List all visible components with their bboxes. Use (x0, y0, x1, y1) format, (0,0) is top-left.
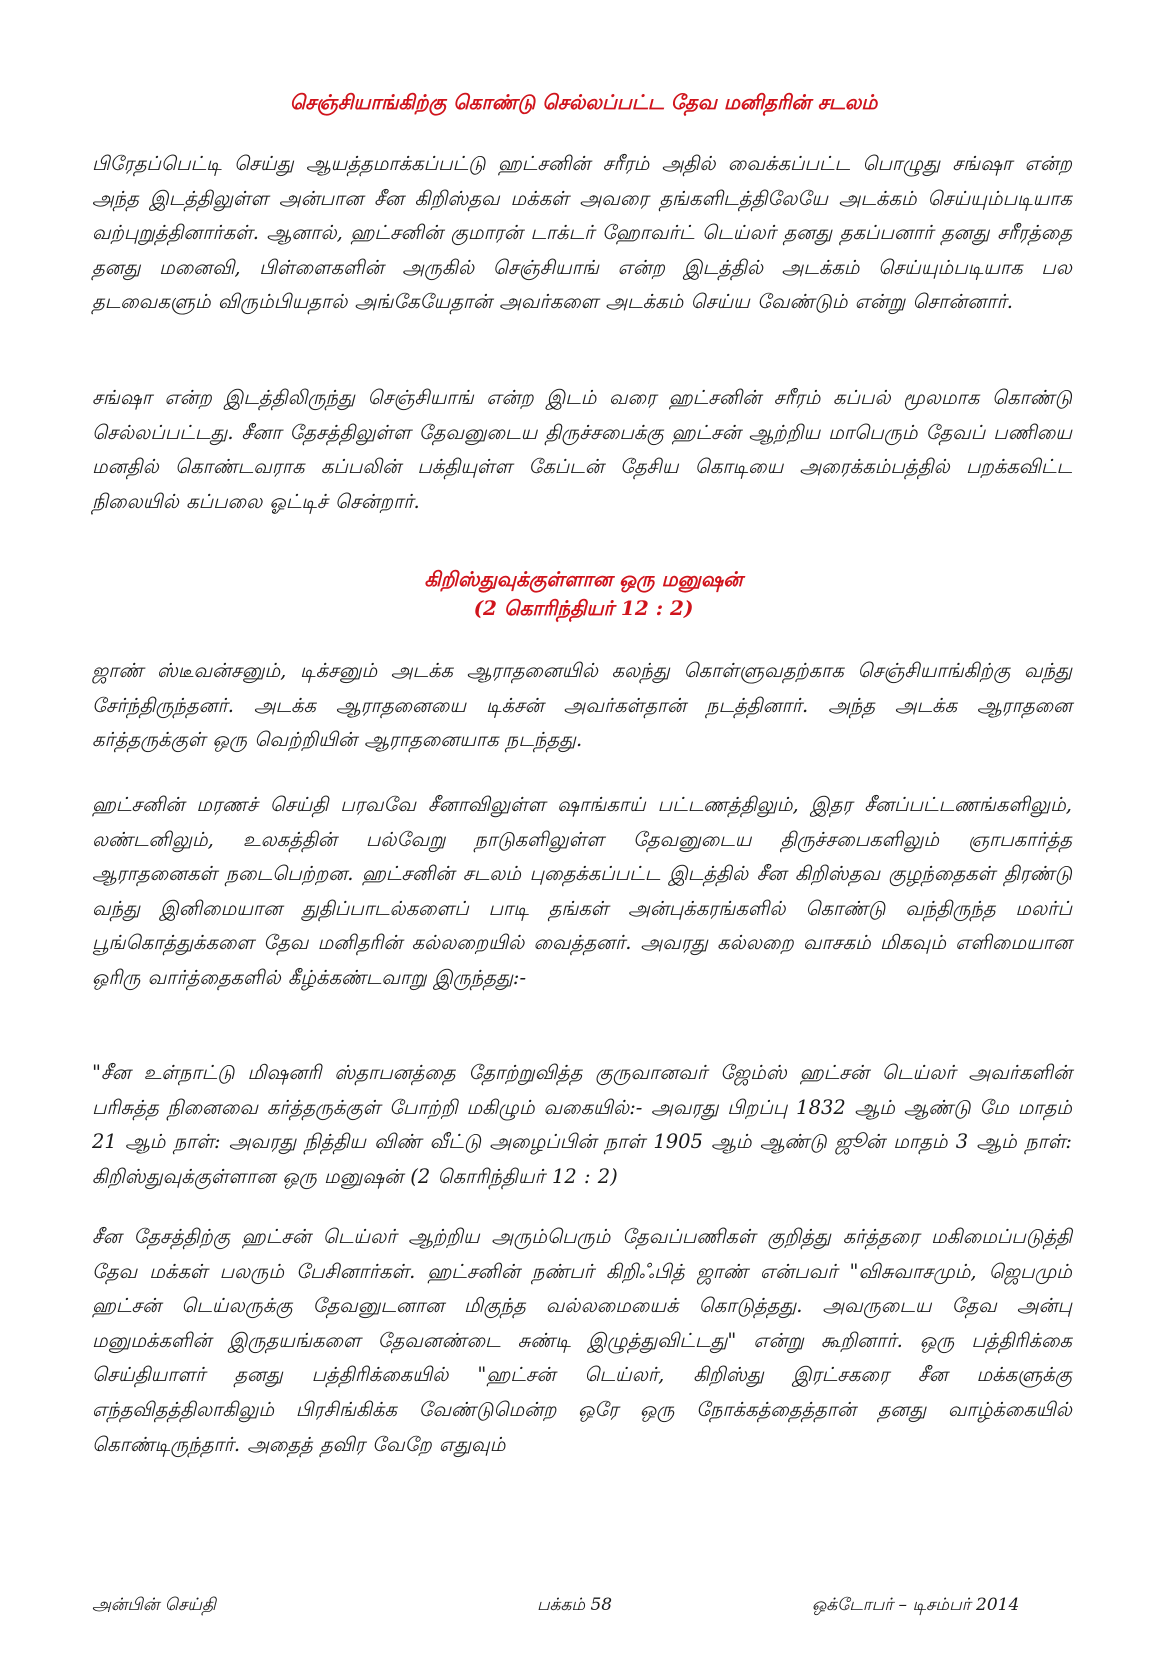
paragraph-funeral-service: ஜாண் ஸ்டீவன்சனும், டிக்சனும் அடக்க ஆராதனையில் கலந்து கொள்ளுவதற்காக செஞ்சியாங்கிற்கு வந்து சேர்ந்திருந்தனர். அடக்க ஆராதனையை டிக்சன் அவர்கள்தான் நடத்தினார். அந்த அடக்க ஆராதனை கர்த்தருக்குள் ஒரு வெற்றியின் ஆராதனையாக நடந்தது. (92, 659, 1072, 752)
paragraph-tributes: சீன தேசத்திற்கு ஹட்சன் டெய்லர் ஆற்றிய அரும்பெரும் தேவப்பணிகள் குறித்து கர்த்தரை மகிமைப்படுத்தி தேவ மக்கள் பலரும் பேசினார்கள். ஹட்சனின் நண்பர் கிறிஃபித் ஜாண் என்பவர் "விசுவாசமும், ஜெபமும் ஹட்சன் டெய்லருக்கு தேவனுடனான மிகுந்த வல்லமையைக் கொடுத்தது. அவருடைய தேவ அன்பு மனுமக்களின் இருதயங்களை தேவனண்டை சுண்டி இழுத்துவிட்டது" என்று கூறினார். ஒரு பத்திரிக்கை செய்தியாளர் தனது பத்திரிக்கையில் "ஹட்சன் டெய்லர், கிறிஸ்து இரட்சகரை சீன மக்களுக்கு எந்தவிதத்திலாகிலும் பிரசிங்கிக்க வேண்டுமென்ற ஒரே ஒரு நோக்கத்தைத்தான் தனது வாழ்க்கையில் கொண்டிருந்தார். அதைத் தவிர வேறே எதுவும் (92, 1225, 1072, 1456)
paragraph-coffin: பிரேதப்பெட்டி செய்து ஆயத்தமாக்கப்பட்டு ஹட்சனின் சரீரம் அதில் வைக்கப்பட்ட பொழுது சங்ஷா என்ற அந்த இடத்திலுள்ள அன்பான சீன கிறிஸ்தவ மக்கள் அவரை தங்களிடத்திலேயே அடக்கம் செய்யும்படியாக வற்புறுத்தினார்கள். ஆனால், ஹட்சனின் குமாரன் டாக்டர் ஹோவர்ட் டெய்லர் தனது தகப்பனார் தனது சரீரத்தை தனது மனைவி, பிள்ளைகளின் அருகில் செஞ்சியாங் என்ற இடத்தில் அடக்கம் செய்யும்படியாக பல தடவைகளும் விரும்பியதால் அங்கேயேதான் அவர்களை அடக்கம் செய்ய வேண்டும் என்று சொன்னார். (92, 152, 1072, 314)
page-footer (0, 1590, 1167, 1620)
section-subheading-scripture: (2 கொரிந்தியர் 12 : 2) (473, 596, 694, 620)
footer-magazine-title: அன்பின் செய்தி (92, 1595, 216, 1615)
section-heading-funeral: செஞ்சியாங்கிற்கு கொண்டு செல்லப்பட்ட தேவ மனிதரின் சடலம் (289, 90, 878, 114)
paragraph-memorial-services: ஹட்சனின் மரணச் செய்தி பரவவே சீனாவிலுள்ள ஷாங்காய் பட்டணத்திலும், இதர சீனப்பட்டணங்களிலும், லண்டனிலும், உலகத்தின் பல்வேறு நாடுகளிலுள்ள தேவனுடைய திருச்சபைகளிலும் ஞாபகார்த்த ஆராதனைகள் நடைபெற்றன. ஹட்சனின் சடலம் புதைக்கப்பட்ட இடத்தில் சீன கிறிஸ்தவ குழந்தைகள் திரண்டு வந்து இனிமையான துதிப்பாடல்களைப் பாடி தங்கள் அன்புக்கரங்களில் கொண்டு வந்திருந்த மலர்ப் பூங்கொத்துக்களை தேவ மனிதரின் கல்லறையில் வைத்தனர். அவரது கல்லறை வாசகம் மிகவும் எளிமையான ஒரிரு வார்த்தைகளில் கீழ்க்கண்டவாறு இருந்தது:- (92, 793, 1072, 989)
paragraph-epitaph: "சீன உள்நாட்டு மிஷனரி ஸ்தாபனத்தை தோற்றுவித்த குருவானவர் ஜேம்ஸ் ஹட்சன் டெய்லர் அவர்களின் பரிசுத்த நினைவை கர்த்தருக்குள் போற்றி மகிழும் வகையில்:- அவரது பிறப்பு 1832 ஆம் ஆண்டு மே மாதம் 21 ஆம் நாள்: அவரது நித்திய விண் வீட்டு அழைப்பின் நாள் 1905 ஆம் ஆண்டு ஜூன் மாதம் 3 ஆம் நாள்: கிறிஸ்துவுக்குள்ளான ஒரு மனுஷன் (2 கொரிந்தியர் 12 : 2) (92, 1061, 1072, 1188)
paragraph-ship-journey: சங்ஷா என்ற இடத்திலிருந்து செஞ்சியாங் என்ற இடம் வரை ஹட்சனின் சரீரம் கப்பல் மூலமாக கொண்டு செல்லப்பட்டது. சீனா தேசத்திலுள்ள தேவனுடைய திருச்சபைக்கு ஹட்சன் ஆற்றிய மாபெரும் தேவப் பணியை மனதில் கொண்டவராக கப்பலின் பக்தியுள்ள கேப்டன் தேசிய கொடியை அரைக்கம்பத்தில் பறக்கவிட்ட நிலையில் கப்பலை ஓட்டிச் சென்றார். (92, 386, 1072, 513)
footer-page-number: பக்கம் 58 (537, 1595, 613, 1615)
section-heading-man-in-christ: கிறிஸ்துவுக்குள்ளான ஒரு மனுஷன் (424, 567, 743, 591)
footer-issue-date: ஒக்டோபர் – டிசம்பர் 2014 (812, 1595, 1020, 1615)
